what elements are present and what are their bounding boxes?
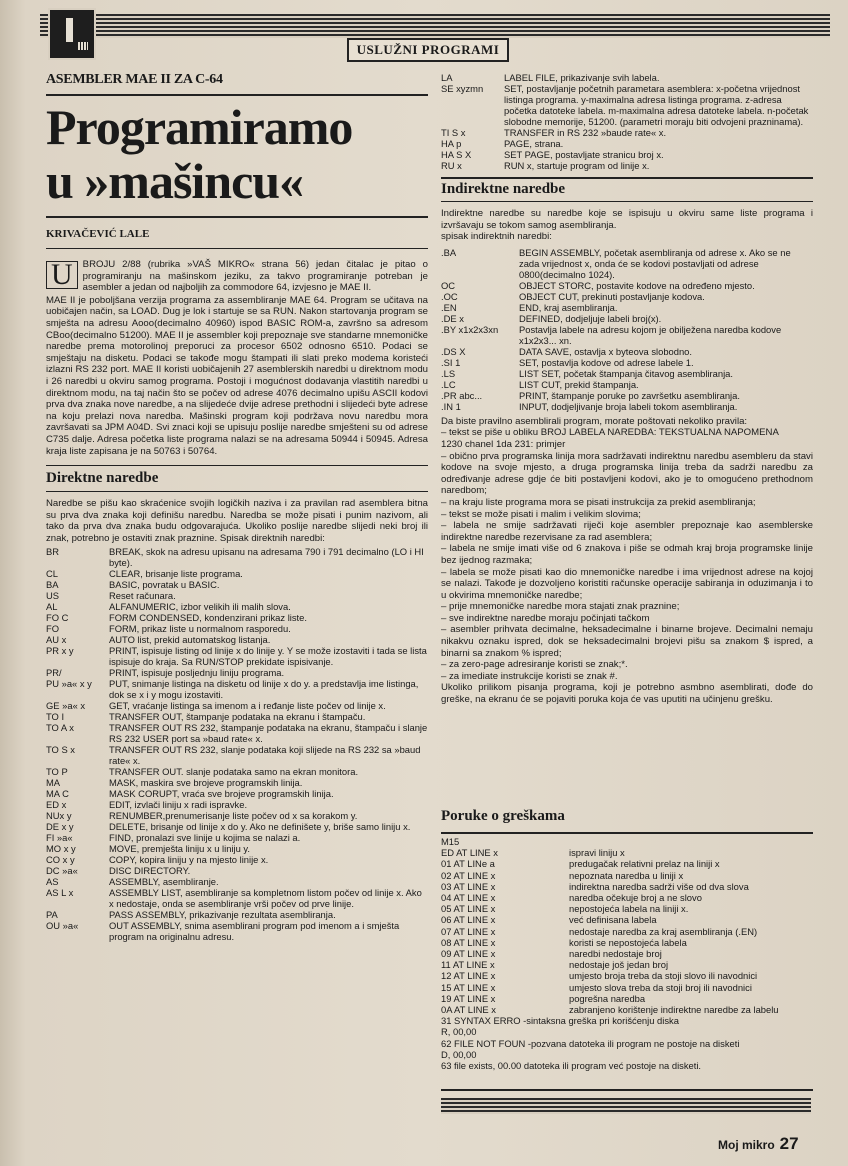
indirect-command-desc: Postavlja labele na adresu kojom je obilježena naredba kodove x1x2x3... xn. <box>519 323 782 346</box>
error-message-row <box>441 948 813 959</box>
direct-command-desc: MASK, maskira sve brojeve programskih linija. <box>109 777 303 789</box>
direct-command-row <box>441 127 813 138</box>
indirect-command-list <box>441 247 813 412</box>
direct-command-desc: ALFANUMERIC, izbor velikih ili malih slova. <box>109 601 291 613</box>
error-message-desc: naredbi nedostaje broj <box>569 948 662 960</box>
error-tail-3: 62 FILE NOT FOUN -pozvana datoteka ili program ne postoje na disketi <box>441 1037 740 1049</box>
direct-command-desc: PUT, snimanje listinga na disketu od linije x do y. a predstavlja ime listinga, dok se x i y mogu izostaviti. <box>109 678 419 701</box>
direct-command-key: PR/ <box>46 667 62 679</box>
error-message-desc: zabranjeno korištenje indirektne naredbe za labelu <box>569 1004 779 1016</box>
error-message-desc: umjesto slova treba da stoji broj ili navodnici <box>569 981 752 993</box>
error-tail-1: 31 SYNTAX ERRO -sintaksna greška pri korišćenju diska <box>441 1015 679 1027</box>
direct-command-key: PA <box>46 909 58 921</box>
direct-command-key: DE x y <box>46 821 74 833</box>
error-message-row <box>441 1004 813 1015</box>
direct-command-key: PR x y <box>46 645 74 657</box>
indirect-command-desc: PRINT, štampanje poruke po završetku asembliranja. <box>519 389 740 401</box>
direct-command-row <box>46 623 428 634</box>
direct-command-desc: ASSEMBLY, asembliranje. <box>109 876 219 888</box>
indirect-list-label: spisak indirektnih naredbi: <box>441 231 552 243</box>
error-message-key: 02 AT LINE x <box>441 869 496 881</box>
error-message-desc: naredba očekuje broj a ne slovo <box>569 892 702 904</box>
error-message-desc: nedostaje naredba za kraj asembliranja (.EN) <box>569 925 758 937</box>
direct-command-row <box>46 546 428 568</box>
direct-command-key: GE »a« x <box>46 700 86 712</box>
intro-paragraph: U BROJU 2/88 (rubrika »VAŠ MIKRO« strana 56) jedan čitalac je pitao o programiranju na mašinskom jeziku, za takvo programiranje potreban je asembler a jedan od najboljih za commodore 64, izvjesno je MAE II. <box>46 259 428 294</box>
indirect-command-desc: END, kraj asembliranja. <box>519 301 618 313</box>
direct-command-row <box>46 865 428 876</box>
direct-command-key: MO x y <box>46 843 76 855</box>
direct-command-key: HA S X <box>441 149 472 160</box>
rule-11: – za zero-page adresiranje koristi se znak;*. <box>441 659 628 671</box>
indirect-command-row <box>441 313 813 324</box>
error-list-wrap <box>441 834 813 1071</box>
indirect-subrule <box>441 201 813 202</box>
indirect-command-desc: LIST SET, početak štampanja čitavog asembliranja. <box>519 367 733 379</box>
direct-command-desc: DELETE, brisanje od linije x do y. Ako ne definišete y, briše samo liniju x. <box>109 821 411 833</box>
direct-command-row <box>46 887 428 909</box>
direct-subrule <box>46 491 428 492</box>
direct-command-key: HA p <box>441 138 462 149</box>
direct-command-row <box>441 83 813 127</box>
direct-command-desc: Reset računara. <box>109 590 176 602</box>
error-message-desc: nedostaje još jedan broj <box>569 959 669 971</box>
direct-command-row <box>46 645 428 667</box>
rule-9: – sve indirektne naredbe moraju počinjati tačkom <box>441 612 650 624</box>
direct-command-desc: MOVE, premješta liniju x u liniju y. <box>109 843 251 855</box>
direct-command-key: TO S x <box>46 744 75 756</box>
direct-command-desc: TRANSFER OUT, štampanje podataka na ekranu i štampaču. <box>109 711 366 723</box>
indirect-command-key: .BA <box>441 246 457 258</box>
direct-command-row <box>46 832 428 843</box>
direct-command-desc: AUTO list, prekid automatskog listanja. <box>109 634 271 646</box>
direct-command-row <box>46 843 428 854</box>
error-message-key: 15 AT LINE x <box>441 981 496 993</box>
direct-command-key: MA C <box>46 788 69 800</box>
error-tail-5: 63 file exists, 00.00 datoteka ili program već postoje na disketi. <box>441 1060 702 1072</box>
direct-command-key: CO x y <box>46 854 75 866</box>
direct-command-row <box>46 678 428 700</box>
direct-command-key: OU »a« <box>46 920 79 932</box>
direct-command-row <box>46 810 428 821</box>
direct-command-list-cont <box>441 72 813 171</box>
byline-rule <box>46 248 428 249</box>
direct-command-key: TO P <box>46 766 68 778</box>
rule-2: – obično prva programska linija mora sadržavati indirektnu naredbu asembleru da stavi kodove na svoje mjesto, a druga programska linija treba da sadrži naredbu za određivanje adrese gdje će biti postavljeni kodovi, ako je to omogućeno prethodnom naredbom; <box>441 450 813 497</box>
indirect-command-row <box>441 379 813 390</box>
errors-heading-wrap <box>441 808 813 825</box>
direct-command-desc: BREAK, skok na adresu upisanu na adresama 790 i 791 decimalno (LO i HI byte). <box>109 546 424 569</box>
error-message-desc: umjesto broja treba da stoji slovo ili navodnici <box>569 970 758 982</box>
indirect-command-row <box>441 324 813 346</box>
indirect-intro: Indirektne naredbe su naredbe koje se ispisuju u okviru same liste programa i izvršavaju se tokom samog asembliranja. <box>441 208 813 231</box>
direct-command-row <box>46 667 428 678</box>
direct-commands-heading: Direktne naredbe <box>46 470 159 487</box>
indirect-command-desc: DATA SAVE, ostavlja x byteova slobodno. <box>519 345 693 357</box>
indirect-command-row <box>441 346 813 357</box>
error-tail-4: D, 00,00 <box>441 1048 477 1060</box>
indirect-command-key: .PR abc... <box>441 389 483 401</box>
headline-line-1: Programiramo <box>46 99 353 155</box>
direct-command-row <box>46 920 428 942</box>
error-message-row <box>441 858 813 869</box>
direct-command-key: AL <box>46 601 58 613</box>
direct-command-desc: RUN x, startuje program od linije x. <box>504 160 650 171</box>
direct-command-desc: SET, postavljanje početnih parametara asemblera: x-početna vrijednost listinga programa. y-maximalna adresa listinga programa. z-adresa početka datoteke labela. m-maximalna adresa datoteke labela. n-početak slobodne memorije, 51200. (parametri moraju biti odvojeni prazninama). <box>504 83 809 127</box>
direct-command-key: NUx y <box>46 810 72 822</box>
error-message-row <box>441 847 813 858</box>
rule-7: – labela se može pisati kao dio mnemoničke naredbe i ima vrijednost adrese na kojoj se nalazi. Takođe je dozvoljeno koristiti računske operacije sabiranja in oduzimanja i to u okvirima mnemoničke naredbe; <box>441 566 813 601</box>
rule-10: – asembler prihvata decimalne, heksadecimalne i binarne brojeve. Decimalni nemaju nikakvu oznaku ispred, dok se heksadecimalni brojevi pišu sa znakom $ ispred, a binarni sa znakom % ispred; <box>441 624 813 659</box>
error-message-key: 05 AT LINE x <box>441 903 496 915</box>
direct-command-desc: DISC DIRECTORY. <box>109 865 191 877</box>
indirect-command-row <box>441 368 813 379</box>
rules-end: Ukoliko prilikom pisanja programa, koji je potrebno asmbno asemblirati, dođe do greške, na ekranu će se pojaviti poruka koja će vas uputiti na učinjenu grešku. <box>441 682 813 706</box>
indirect-command-key: .DS X <box>441 345 466 357</box>
article-kicker: ASEMBLER MAE II ZA C-64 <box>46 72 223 87</box>
rules-intro: Da biste pravilno asemblirali program, morate poštovati nekoliko pravila: <box>441 415 748 427</box>
error-message-key: ED AT LINE x <box>441 847 498 859</box>
direct-command-row <box>46 722 428 744</box>
direct-command-key: SE xyzmn <box>441 83 484 94</box>
direct-command-desc: LABEL FILE, prikazivanje svih labela. <box>504 72 660 83</box>
direct-command-key: CL <box>46 568 58 580</box>
direct-command-desc: TRANSFER in RS 232 »baude rate« x. <box>504 127 667 138</box>
error-messages-box <box>441 832 813 1091</box>
direct-command-desc: FIND, pronalazi sve linije u kojima se nalazi a. <box>109 832 301 844</box>
error-message-key: 19 AT LINE x <box>441 992 496 1004</box>
error-message-desc: koristi se nepostojeća labela <box>569 936 687 948</box>
direct-command-list <box>46 546 428 942</box>
error-message-desc: predugačak relativni prelaz na liniji x <box>569 858 720 870</box>
indirect-command-desc: LIST CUT, prekid štampanja. <box>519 378 639 390</box>
error-message-desc: nepostojeća labela na liniji x. <box>569 903 689 915</box>
indirect-command-key: .SI 1 <box>441 356 461 368</box>
error-message-desc: nepoznata naredba u liniji x <box>569 869 684 881</box>
rule-5: – labela ne smije sadržavati riječi koje asembler prepoznaje kao asemblerske indirektne naredbe rezervisane za rad asemblera; <box>441 520 813 543</box>
right-column <box>441 72 813 706</box>
indirect-command-desc: OBJECT STORC, postavite kodove na određeno mjesto. <box>519 279 755 291</box>
rule-4: – tekst se može pisati i malim i velikim slovima; <box>441 508 641 520</box>
direct-intro: Naredbe se pišu kao skraćenice svojih logičkih naziva i za pravilan rad asemblera bitna su prva dva znaka koji definišu naredbu. Naredba se može pisati i punim nazivom, ali tako da prva dva znaka budu odgovarajuća. Ukoliko poslije naredbe slijedi neki broj ili znak, potrebno je ostaviti znak praznine. Spisak direktnih naredbi: <box>46 498 428 544</box>
direct-command-desc: PRINT, ispisuje listing od linije x do linije y. Y se može izostaviti i tada se lista ispisuje do kraja. Sa RUN/STOP prekidate ispisivanje. <box>109 645 427 668</box>
direct-command-key: TO I <box>46 711 65 723</box>
direct-command-row <box>46 612 428 623</box>
direct-command-key: BA <box>46 579 59 591</box>
direct-command-key: TI S x <box>441 127 466 138</box>
direct-command-row <box>46 601 428 612</box>
direct-command-desc: SET PAGE, postavljate stranicu broj x. <box>504 149 664 160</box>
direct-command-desc: OUT ASSEMBLY, snima asemblirani program pod imenom a i smješta program na originalnu adresu. <box>109 920 400 943</box>
error-message-row <box>441 892 813 903</box>
error-message-desc: indirektna naredba sadrži više od dva slova <box>569 880 749 892</box>
example-line: 1230 chanel 1da 231: primjer <box>441 438 566 450</box>
direct-command-desc: TRANSFER OUT RS 232, štampanje podataka na ekranu, štampaču i slanje RS 232 USER port sa »baud rate« x. <box>109 722 428 745</box>
error-message-row <box>441 982 813 993</box>
error-message-key: 06 AT LINE x <box>441 914 496 926</box>
rule-1: – tekst se piše u obliku BROJ LABELA NAREDBA: TEKSTUALNA NAPOMENA <box>441 427 779 439</box>
direct-command-key: RU x <box>441 160 462 171</box>
direct-command-row <box>441 138 813 149</box>
direct-command-desc: CLEAR, brisanje liste programa. <box>109 568 243 580</box>
direct-command-key: FO C <box>46 612 69 624</box>
indirect-command-row <box>441 291 813 302</box>
indirect-command-desc: DEFINED, dodjeljuje labeli broj(x). <box>519 312 662 324</box>
indirect-command-row <box>441 357 813 368</box>
error-message-desc: ispravi liniju x <box>569 847 625 859</box>
direct-command-desc: COPY, kopira liniju y na mjesto linije x. <box>109 854 269 866</box>
direct-command-row <box>46 744 428 766</box>
error-message-key: 04 AT LINE x <box>441 892 496 904</box>
direct-command-row <box>46 777 428 788</box>
direct-command-desc: RENUMBER,prenumerisanje liste počev od x sa korakom y. <box>109 810 358 822</box>
direct-command-key: DC »a« <box>46 865 78 877</box>
indirect-command-key: .DE x <box>441 312 464 324</box>
direct-command-key: BR <box>46 546 60 558</box>
rule-12: – za imediate instrukcije koristi se znak #. <box>441 670 618 682</box>
indirect-command-row <box>441 247 813 280</box>
direct-command-desc: FORM CONDENSED, kondenzirani prikaz liste. <box>109 612 307 624</box>
section-label: USLUŽNI PROGRAMI <box>347 38 509 62</box>
indirect-command-row <box>441 280 813 291</box>
headline-rule <box>46 216 428 218</box>
error-message-row <box>441 993 813 1004</box>
error-message-key: 12 AT LINE x <box>441 970 496 982</box>
errors-heading: Poruke o greškama <box>441 808 565 824</box>
direct-command-key: US <box>46 590 60 602</box>
error-message-row <box>441 959 813 970</box>
indirect-command-key: .LC <box>441 378 456 390</box>
direct-command-key: FO <box>46 623 60 635</box>
direct-command-key: FI »a« <box>46 832 73 844</box>
error-message-key: 07 AT LINE x <box>441 925 496 937</box>
indirect-command-key: .LS <box>441 367 456 379</box>
direct-command-desc: MASK CORUPT, vraća sve brojeve programskih linija. <box>109 788 334 800</box>
direct-command-row <box>46 788 428 799</box>
page-footer <box>718 1134 799 1154</box>
direct-command-desc: TRANSFER OUT RS 232, slanje podataka koji slijede na RS 232 sa »baud rate« x. <box>109 744 421 767</box>
direct-command-desc: GET, vraćanje listinga sa imenom a i ređanje liste počev od linije x. <box>109 700 386 712</box>
direct-command-desc: PAGE, strana. <box>504 138 564 149</box>
computer-logo-icon <box>48 8 96 60</box>
indirect-command-desc: SET, postavlja kodove od adrese labele 1. <box>519 356 694 368</box>
direct-command-row <box>441 160 813 171</box>
headline-line-2: u »mašincu« <box>46 153 304 209</box>
byline: KRIVAČEVIĆ LALE <box>46 228 150 240</box>
direct-command-key: ED x <box>46 799 67 811</box>
direct-command-row <box>46 876 428 887</box>
footer-rule <box>441 1098 811 1114</box>
direct-command-key: LA <box>441 72 453 83</box>
direct-command-desc: ASSEMBLY LIST, asembliranje sa kompletnom listom počev od linije x. Ako x nedostaje, onda se asembliranje vrši počev od prve linije. <box>109 887 422 910</box>
direct-command-desc: FORM, prikaz liste u normalnom rasporedu. <box>109 623 291 635</box>
indirect-command-row <box>441 302 813 313</box>
direct-command-row <box>441 72 813 83</box>
direct-command-key: AS L x <box>46 887 74 899</box>
error-message-desc: već definisana labela <box>569 914 657 926</box>
kicker-rule <box>46 94 428 96</box>
indirect-commands-heading: Indirektne naredbe <box>441 181 566 197</box>
direct-command-row <box>46 821 428 832</box>
magazine-name: Moj mikro <box>718 1138 775 1152</box>
indirect-command-key: .OC <box>441 290 458 302</box>
error-message-key: 08 AT LINE x <box>441 936 496 948</box>
error-message-row <box>441 914 813 925</box>
direct-command-key: PU »a« x y <box>46 678 92 690</box>
direct-command-row <box>46 579 428 590</box>
indirect-command-desc: INPUT, dodjeljivanje broja labeli tokom asembliranja. <box>519 400 738 412</box>
rules-block <box>441 416 813 706</box>
direct-command-row <box>46 634 428 645</box>
error-tail-2: R, 00,00 <box>441 1026 477 1038</box>
direct-command-row <box>46 590 428 601</box>
error-message-row <box>441 881 813 892</box>
error-message-row <box>441 970 813 981</box>
page-number: 27 <box>779 1134 799 1153</box>
direct-command-row <box>441 149 813 160</box>
indirect-rule <box>441 177 813 179</box>
indirect-command-key: .IN 1 <box>441 400 461 412</box>
error-message-desc: pogrešna naredba <box>569 992 646 1004</box>
error-message-key: 11 AT LINE x <box>441 959 495 971</box>
direct-command-row <box>46 711 428 722</box>
indirect-command-row <box>441 401 813 412</box>
indirect-command-row <box>441 390 813 401</box>
direct-command-key: AU x <box>46 634 67 646</box>
direct-command-key: AS <box>46 876 59 888</box>
error-message-row <box>441 937 813 948</box>
header-rule <box>40 14 830 38</box>
error-message-row <box>441 903 813 914</box>
indirect-command-key: .EN <box>441 301 457 313</box>
indirect-command-key: OC <box>441 279 456 291</box>
error-head: M15 <box>441 836 460 847</box>
direct-command-desc: PRINT, ispisuje posljednju liniju programa. <box>109 667 285 679</box>
error-message-key: 01 AT LINe a <box>441 858 495 870</box>
indirect-command-desc: OBJECT CUT, prekinuti postavljanje kodova. <box>519 290 705 302</box>
direct-command-desc: BASIC, povratak u BASIC. <box>109 579 220 591</box>
direct-command-row <box>46 568 428 579</box>
direct-command-key: MA <box>46 777 61 789</box>
direct-command-desc: TRANSFER OUT. slanje podataka samo na ekran monitora. <box>109 766 359 778</box>
direct-command-row <box>46 766 428 777</box>
left-column <box>46 72 428 942</box>
rule-3: – na kraju liste programa mora se pisati instrukcija za prekid asembliranja; <box>441 496 756 508</box>
indirect-command-key: .BY x1x2x3xn <box>441 323 499 335</box>
direct-rule <box>46 465 428 466</box>
drop-cap: U <box>46 261 78 289</box>
direct-command-row <box>46 799 428 810</box>
rule-8: – prije mnemoničke naredbe mora stajati znak praznine; <box>441 601 680 613</box>
error-message-row <box>441 926 813 937</box>
error-message-key: 0A AT LINE x <box>441 1004 496 1016</box>
direct-command-row <box>46 909 428 920</box>
direct-command-desc: PASS ASSEMBLY, prikazivanje rezultata asembliranja. <box>109 909 336 921</box>
error-message-row <box>441 870 813 881</box>
body-paragraph: MAE II je poboljšana verzija programa za assembliranje MAE 64. Program se učitava na uobičajen način, sa LOAD. Dug je lok i startuje se sa RUN. Nakon startovanja program se smješta na adresu Aooo(decimalno 40960) ispod BASIC ROM-a, završno sa adresom CBoo(decimalno 51200). MAE II je assembler koji prepoznaje sve standarne mnemoničke naredbe prema motorolinoj preporuci za procesor 6502 odnosno 6510. Podaci se smještaju na disketu. Podaci se takođe mogu štampati ili slati preko modema koristeći izlazni RS 232 port. MAE II koristi uobičajenih 27 asemblerskih naredbi u direktnom modu i 26 naredbi u okviru samog programa. Postoji i mogućnost dodavanja vlastitih naredbi u direktnom modu, na taj način što se počev od adrese 4076 decimalno upišu ASCII kodovi prva dva znaka nove naredbe, a na slijedeće dvije adrese prethodni i slijedeći byte adrese na koju prelazi nova naredba. Mašinski program koji podržava novu naredbu mora završavati sa JPM A04D. Svi znaci koji se upisuju poslije naredbe smješteni su od adrese C735 dalje. Adresa početka liste programa nalazi se na adresama 50944 i 50945. Adresa kraja liste zapisana je na 50763 i 50764. <box>46 294 428 457</box>
error-message-key: 09 AT LINE x <box>441 948 496 960</box>
direct-command-row <box>46 854 428 865</box>
indirect-command-desc: BEGIN ASSEMBLY, početak asembliranja od adrese x. Ako se ne zada vrijednost x, onda će se kodovi postavljati od adrese 0800(decimalno 1024). <box>519 246 791 280</box>
error-list <box>441 847 813 1015</box>
direct-command-desc: EDIT, izvlači liniju x radi ispravke. <box>109 799 248 811</box>
error-message-key: 03 AT LINE x <box>441 880 496 892</box>
direct-command-key: TO A x <box>46 722 74 734</box>
rule-6: – labela ne smije imati više od 6 znakova i piše se odmah kraj broja programske linije bez ijednog razmaka; <box>441 543 813 566</box>
direct-command-row <box>46 700 428 711</box>
